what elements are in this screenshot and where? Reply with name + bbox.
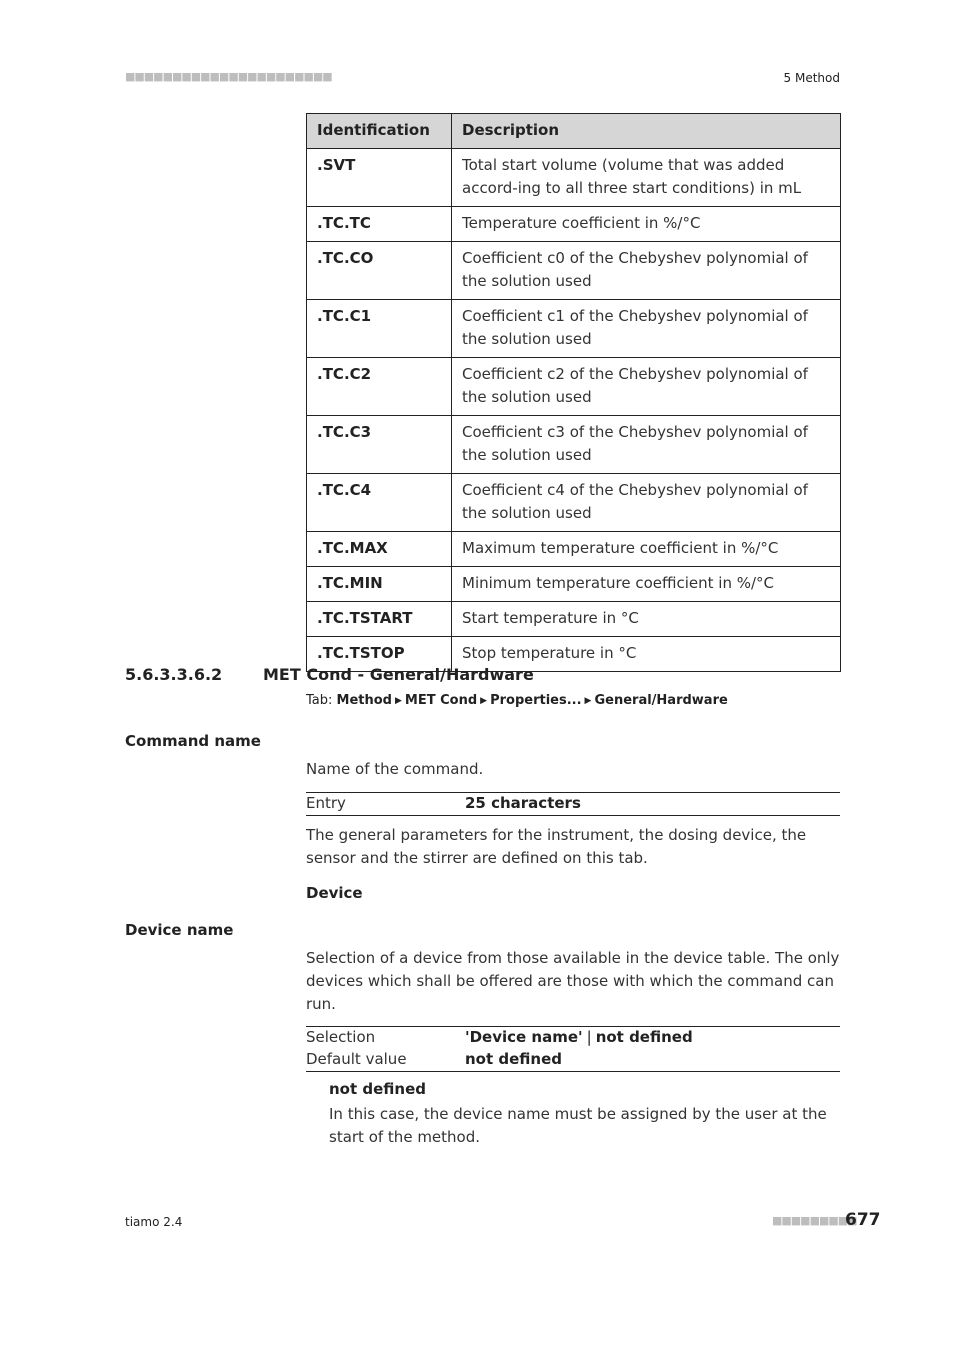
table-row (307, 300, 841, 358)
entry-row (306, 793, 840, 815)
footer-decoration: ■■■■■■■■■ (772, 1214, 857, 1227)
row-description: Stop temperature in °C (452, 637, 841, 672)
row-identification: .TC.MAX (307, 532, 452, 567)
row-description: Start temperature in °C (452, 602, 841, 637)
chapter-label: 5 Method (783, 71, 840, 85)
header-decoration: ■■■■■■■■■■■■■■■■■■■■■■ (125, 70, 332, 83)
selection-option-device-name: 'Device name' (465, 1028, 583, 1046)
device-name-parameters (306, 1026, 840, 1072)
entry-key: Entry (306, 794, 346, 812)
row-description: Coefficient c1 of the Chebyshev polynomial of the solution used (452, 300, 841, 358)
identification-table (306, 113, 841, 672)
option-text: In this case, the device name must be assigned by the user at the start of the method. (329, 1105, 827, 1146)
selection-value (465, 1027, 693, 1049)
column-header-description: Description (452, 114, 841, 149)
arrow-right-icon: ▶ (584, 696, 592, 706)
table-row (307, 474, 841, 532)
command-name-description: Name of the command. (306, 760, 484, 778)
row-identification: .TC.C2 (307, 358, 452, 416)
table-row (307, 567, 841, 602)
row-identification: .TC.CO (307, 242, 452, 300)
row-identification: .TC.MIN (307, 567, 452, 602)
row-description: Minimum temperature coefficient in %/°C (452, 567, 841, 602)
row-identification: .SVT (307, 149, 452, 207)
command-name-label: Command name (125, 732, 261, 750)
default-value: not defined (465, 1050, 562, 1068)
table-row (307, 149, 841, 207)
tab-path-general-hardware: General/Hardware (594, 693, 728, 708)
row-description: Temperature coefficient in %/°C (452, 207, 841, 242)
selection-separator: | (586, 1028, 592, 1046)
tab-prefix: Tab: (306, 693, 333, 708)
row-description: Coefficient c0 of the Chebyshev polynomial of the solution used (452, 242, 841, 300)
row-description: Total start volume (volume that was added accord-ing to all three start conditions) in mL (452, 149, 841, 207)
row-description: Coefficient c4 of the Chebyshev polynomial of the solution used (452, 474, 841, 532)
table-row (307, 532, 841, 567)
selection-key: Selection (306, 1028, 376, 1046)
row-identification: .TC.C3 (307, 416, 452, 474)
column-header-identification: Identification (307, 114, 452, 149)
row-description: Coefficient c2 of the Chebyshev polynomial of the solution used (452, 358, 841, 416)
table-row (307, 602, 841, 637)
tab-path-properties: Properties... (490, 693, 582, 708)
selection-row (306, 1027, 840, 1049)
table-row (307, 242, 841, 300)
device-name-label: Device name (125, 921, 234, 939)
default-key: Default value (306, 1050, 407, 1068)
table-row (307, 358, 841, 416)
table-header-row (307, 114, 841, 149)
default-row (306, 1049, 840, 1071)
tab-path-method: Method (336, 693, 392, 708)
section-number: 5.6.3.3.6.2 (125, 665, 223, 684)
row-identification: .TC.C1 (307, 300, 452, 358)
row-identification: .TC.C4 (307, 474, 452, 532)
table-row (307, 207, 841, 242)
selection-option-not-defined: not defined (595, 1028, 693, 1046)
row-identification: .TC.TC (307, 207, 452, 242)
tab-path (306, 693, 728, 708)
device-subheading: Device (306, 884, 363, 902)
row-identification: .TC.TSTOP (307, 637, 452, 672)
section-title: MET Cond - General/Hardware (263, 665, 534, 684)
tab-path-met-cond: MET Cond (404, 693, 478, 708)
arrow-right-icon: ▶ (480, 696, 488, 706)
entry-value: 25 characters (465, 794, 581, 812)
option-title: not defined (329, 1080, 426, 1098)
row-description: Coefficient c3 of the Chebyshev polynomial of the solution used (452, 416, 841, 474)
device-name-description: Selection of a device from those available in the device table. The only devices which shall be offered are those with which the command can run. (306, 949, 840, 1013)
row-identification: .TC.TSTART (307, 602, 452, 637)
table-row (307, 416, 841, 474)
general-description: The general parameters for the instrument, the dosing device, the sensor and the stirrer are defined on this tab. (306, 826, 807, 867)
arrow-right-icon: ▶ (395, 696, 402, 706)
page-number: 677 (845, 1210, 881, 1230)
footer-product: tiamo 2.4 (125, 1215, 183, 1229)
command-name-parameters (306, 792, 840, 816)
row-description: Maximum temperature coefficient in %/°C (452, 532, 841, 567)
